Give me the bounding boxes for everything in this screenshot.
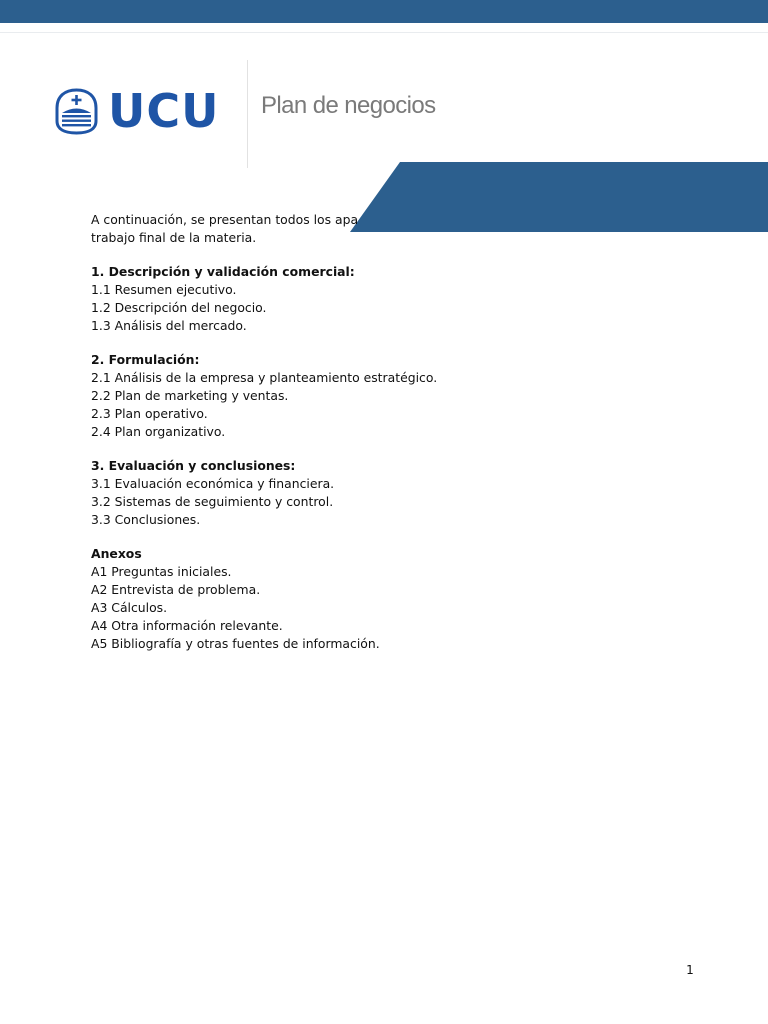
list-item: 3.2 Sistemas de seguimiento y control. <box>91 494 334 509</box>
section-descripcion <box>91 263 731 335</box>
top-header-bar <box>0 0 768 23</box>
section-evaluacion <box>91 457 731 529</box>
list-item: 2.3 Plan operativo. <box>91 406 208 421</box>
list-item: 1.3 Análisis del mercado. <box>91 318 247 333</box>
list-item: 2.2 Plan de marketing y ventas. <box>91 388 289 403</box>
list-item: A5 Bibliografía y otras fuentes de información. <box>91 636 380 651</box>
intro-line: trabajo final de la materia. <box>91 230 257 245</box>
top-rule <box>0 32 768 33</box>
intro-paragraph <box>91 211 731 247</box>
list-item: 3.3 Conclusiones. <box>91 512 201 527</box>
ucu-seal-icon <box>55 88 98 135</box>
ucu-logo <box>55 86 219 136</box>
list-item: 1.2 Descripción del negocio. <box>91 300 267 315</box>
list-item: 2.1 Análisis de la empresa y planteamiento estratégico. <box>91 370 438 385</box>
list-item: A2 Entrevista de problema. <box>91 582 261 597</box>
list-item: A3 Cálculos. <box>91 600 168 615</box>
header-divider <box>247 60 248 168</box>
document-title: Plan de negocios <box>261 92 436 119</box>
list-item: A1 Preguntas iniciales. <box>91 564 232 579</box>
list-item: 1.1 Resumen ejecutivo. <box>91 282 237 297</box>
list-item: 2.4 Plan organizativo. <box>91 424 226 439</box>
page-number: 1 <box>686 963 694 977</box>
section-heading: 2. Formulación: <box>91 352 200 367</box>
section-heading: 3. Evaluación y conclusiones: <box>91 458 296 473</box>
intro-line: A continuación, se presentan todos los apa <box>91 212 359 227</box>
section-formulacion <box>91 351 731 441</box>
list-item: A4 Otra información relevante. <box>91 618 283 633</box>
list-item: 3.1 Evaluación económica y financiera. <box>91 476 335 491</box>
section-anexos <box>91 545 731 653</box>
section-heading: Anexos <box>91 546 142 561</box>
logo-text: UCU <box>108 84 220 138</box>
section-heading: 1. Descripción y validación comercial: <box>91 264 355 279</box>
document-body <box>91 211 731 669</box>
